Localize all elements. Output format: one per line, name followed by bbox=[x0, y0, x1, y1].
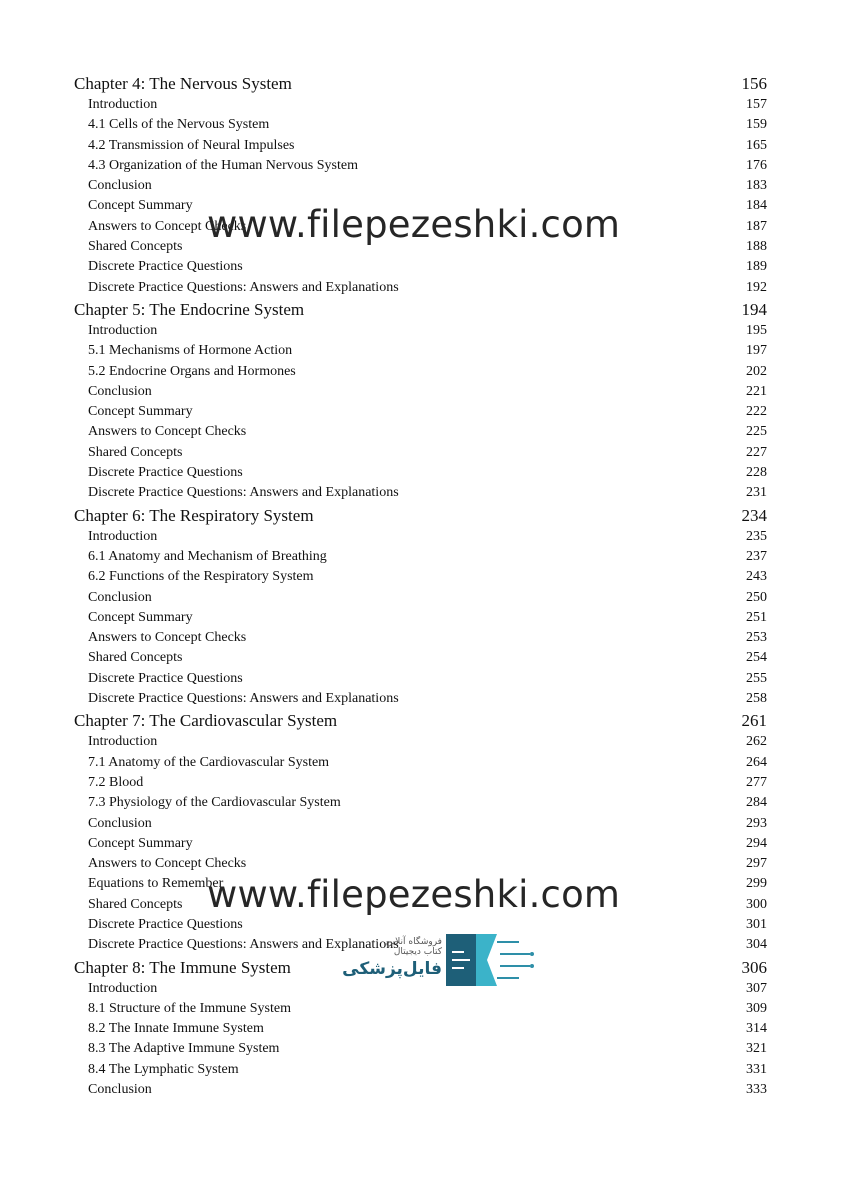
entry-page-number: 159 bbox=[746, 117, 767, 133]
entry-title: Introduction bbox=[88, 980, 158, 996]
toc-entry bbox=[74, 136, 767, 156]
entry-page-number: 183 bbox=[746, 178, 767, 194]
entry-title: Discrete Practice Questions bbox=[88, 670, 243, 686]
entry-title: Answers to Concept Checks bbox=[88, 218, 247, 234]
entry-page-number: 235 bbox=[746, 528, 767, 544]
toc-entry bbox=[74, 793, 767, 813]
entry-page-number: 309 bbox=[746, 1000, 767, 1016]
toc-entry bbox=[74, 196, 767, 216]
entry-page-number: 227 bbox=[746, 444, 767, 460]
entry-page-number: 195 bbox=[746, 322, 767, 338]
entry-page-number: 258 bbox=[746, 691, 767, 707]
entry-title: 7.3 Physiology of the Cardiovascular System bbox=[88, 795, 341, 811]
entry-page-number: 331 bbox=[746, 1061, 767, 1077]
entry-title: Introduction bbox=[88, 322, 158, 338]
toc-entry bbox=[74, 608, 767, 628]
entry-title: Discrete Practice Questions bbox=[88, 465, 243, 481]
entry-title: Conclusion bbox=[88, 815, 152, 831]
entry-title: 4.2 Transmission of Neural Impulses bbox=[88, 137, 295, 153]
entry-page-number: 237 bbox=[746, 548, 767, 564]
entry-title: Conclusion bbox=[88, 1082, 152, 1098]
toc-entry bbox=[74, 814, 767, 834]
entry-page-number: 187 bbox=[746, 218, 767, 234]
toc-entry bbox=[74, 567, 767, 587]
chapter-row bbox=[74, 72, 767, 95]
toc-entry bbox=[74, 1019, 767, 1039]
entry-title: 8.3 The Adaptive Immune System bbox=[88, 1041, 280, 1057]
toc-entry bbox=[74, 362, 767, 382]
entry-title: Equations to Remember bbox=[88, 876, 224, 892]
entry-page-number: 157 bbox=[746, 97, 767, 112]
toc-entry bbox=[74, 463, 767, 483]
entry-title: Discrete Practice Questions: Answers and Explanations bbox=[88, 279, 399, 295]
entry-title: Discrete Practice Questions bbox=[88, 916, 243, 932]
entry-page-number: 304 bbox=[746, 937, 767, 953]
entry-page-number: 333 bbox=[746, 1082, 767, 1098]
entry-page-number: 277 bbox=[746, 774, 767, 790]
toc-entry bbox=[74, 321, 767, 341]
entry-page-number: 253 bbox=[746, 630, 767, 646]
entry-title: Conclusion bbox=[88, 178, 152, 194]
entry-title: Conclusion bbox=[88, 589, 152, 605]
toc-entry bbox=[74, 156, 767, 176]
entry-title: Conclusion bbox=[88, 383, 152, 399]
toc-entry bbox=[74, 483, 767, 503]
toc-entry bbox=[74, 278, 767, 298]
entry-title: 6.2 Functions of the Respiratory System bbox=[88, 569, 314, 585]
entry-title: 7.2 Blood bbox=[88, 774, 144, 790]
toc-entry bbox=[74, 732, 767, 752]
entry-page-number: 301 bbox=[746, 916, 767, 932]
toc-entry bbox=[74, 341, 767, 361]
entry-title: 8.2 The Innate Immune System bbox=[88, 1021, 264, 1037]
toc-entry bbox=[74, 834, 767, 854]
entry-page-number: 250 bbox=[746, 589, 767, 605]
watermark-logo-icon bbox=[282, 930, 542, 990]
chapter-title: Chapter 7: The Cardiovascular System bbox=[74, 711, 338, 731]
toc-entry bbox=[74, 588, 767, 608]
chapter-page-number: 234 bbox=[741, 505, 767, 525]
entry-title: Shared Concepts bbox=[88, 896, 183, 912]
entry-page-number: 307 bbox=[746, 980, 767, 996]
entry-title: 4.3 Organization of the Human Nervous System bbox=[88, 157, 358, 173]
entry-page-number: 293 bbox=[746, 815, 767, 831]
toc-entry bbox=[74, 382, 767, 402]
chapter-page-number: 156 bbox=[741, 74, 767, 93]
toc-entry bbox=[74, 257, 767, 277]
entry-title: Answers to Concept Checks bbox=[88, 856, 247, 872]
entry-title: Concept Summary bbox=[88, 198, 193, 214]
toc-entry bbox=[74, 402, 767, 422]
entry-title: Discrete Practice Questions bbox=[88, 259, 243, 275]
entry-title: Introduction bbox=[88, 97, 158, 112]
entry-title: Concept Summary bbox=[88, 404, 193, 420]
logo-tagline: کتاب دیجیتال bbox=[393, 947, 442, 957]
entry-page-number: 221 bbox=[746, 383, 767, 399]
entry-title: Answers to Concept Checks bbox=[88, 630, 247, 646]
chapter-row bbox=[74, 709, 767, 732]
entry-page-number: 184 bbox=[746, 198, 767, 214]
entry-page-number: 284 bbox=[746, 795, 767, 811]
entry-title: 7.1 Anatomy of the Cardiovascular System bbox=[88, 754, 330, 770]
entry-page-number: 231 bbox=[746, 485, 767, 501]
entry-title: Discrete Practice Questions: Answers and Explanations bbox=[88, 691, 399, 707]
entry-title: Discrete Practice Questions: Answers and Explanations bbox=[88, 485, 399, 501]
toc-entry bbox=[74, 773, 767, 793]
toc-entry bbox=[74, 95, 767, 115]
entry-title: 6.1 Anatomy and Mechanism of Breathing bbox=[88, 548, 327, 564]
entry-page-number: 189 bbox=[746, 259, 767, 275]
entry-title: 8.1 Structure of the Immune System bbox=[88, 1000, 291, 1016]
toc-entry bbox=[74, 1060, 767, 1080]
toc-entry bbox=[74, 854, 767, 874]
chapter-page-number: 306 bbox=[741, 957, 767, 977]
entry-page-number: 222 bbox=[746, 404, 767, 420]
chapter-page-number: 194 bbox=[741, 299, 767, 319]
watermark-url: www.filepezeshki.com bbox=[207, 873, 621, 916]
watermark-url: www.filepezeshki.com bbox=[207, 203, 621, 246]
chapter-page-number: 261 bbox=[741, 711, 767, 731]
entry-title: Shared Concepts bbox=[88, 444, 183, 460]
entry-page-number: 294 bbox=[746, 835, 767, 851]
toc-entry bbox=[74, 422, 767, 442]
entry-page-number: 255 bbox=[746, 670, 767, 686]
entry-page-number: 225 bbox=[746, 424, 767, 440]
toc-entry bbox=[74, 753, 767, 773]
entry-title: Shared Concepts bbox=[88, 650, 183, 666]
entry-page-number: 243 bbox=[746, 569, 767, 585]
entry-title: Discrete Practice Questions: Answers and Explanations bbox=[88, 937, 399, 953]
toc-entry bbox=[74, 1080, 767, 1100]
toc-entry bbox=[74, 237, 767, 257]
entry-title: 5.2 Endocrine Organs and Hormones bbox=[88, 363, 296, 379]
toc-entry bbox=[74, 115, 767, 135]
toc-entry bbox=[74, 628, 767, 648]
entry-title: Introduction bbox=[88, 528, 158, 544]
entry-page-number: 254 bbox=[746, 650, 767, 666]
toc-entry bbox=[74, 999, 767, 1019]
entry-page-number: 321 bbox=[746, 1041, 767, 1057]
entry-title: Introduction bbox=[88, 734, 158, 750]
entry-title: Answers to Concept Checks bbox=[88, 424, 247, 440]
toc-entry bbox=[74, 689, 767, 709]
entry-title: Shared Concepts bbox=[88, 239, 183, 255]
chapter-title: Chapter 6: The Respiratory System bbox=[74, 505, 314, 525]
toc-entry bbox=[74, 895, 767, 915]
entry-page-number: 299 bbox=[746, 876, 767, 892]
entry-page-number: 297 bbox=[746, 856, 767, 872]
entry-page-number: 202 bbox=[746, 363, 767, 379]
entry-title: 4.1 Cells of the Nervous System bbox=[88, 117, 270, 133]
entry-page-number: 197 bbox=[746, 343, 767, 359]
entry-title: Concept Summary bbox=[88, 835, 193, 851]
chapter-title: Chapter 5: The Endocrine System bbox=[74, 299, 305, 319]
toc-entry bbox=[74, 217, 767, 237]
toc-entry bbox=[74, 547, 767, 567]
chapter-title: Chapter 4: The Nervous System bbox=[74, 74, 292, 93]
entry-title: 5.1 Mechanisms of Hormone Action bbox=[88, 343, 293, 359]
chapter-title: Chapter 8: The Immune System bbox=[74, 957, 291, 977]
entry-page-number: 165 bbox=[746, 137, 767, 153]
logo-tagline: فروشگاه آنلاین bbox=[385, 937, 442, 947]
entry-page-number: 262 bbox=[746, 734, 767, 750]
toc-entry bbox=[74, 1039, 767, 1059]
entry-title: 8.4 The Lymphatic System bbox=[88, 1061, 239, 1077]
toc-entry bbox=[74, 874, 767, 894]
entry-page-number: 188 bbox=[746, 239, 767, 255]
toc-entry bbox=[74, 669, 767, 689]
toc-entry bbox=[74, 648, 767, 668]
chapter-row bbox=[74, 504, 767, 527]
entry-page-number: 192 bbox=[746, 279, 767, 295]
chapter-row bbox=[74, 298, 767, 321]
logo-brand-name: فایل‌پزشکی bbox=[342, 959, 442, 979]
toc-entry bbox=[74, 176, 767, 196]
toc-entry bbox=[74, 443, 767, 463]
entry-page-number: 251 bbox=[746, 609, 767, 625]
entry-page-number: 314 bbox=[746, 1021, 767, 1037]
entry-page-number: 300 bbox=[746, 896, 767, 912]
toc-entry bbox=[74, 527, 767, 547]
entry-page-number: 264 bbox=[746, 754, 767, 770]
entry-title: Concept Summary bbox=[88, 609, 193, 625]
entry-page-number: 176 bbox=[746, 157, 767, 173]
entry-page-number: 228 bbox=[746, 465, 767, 481]
